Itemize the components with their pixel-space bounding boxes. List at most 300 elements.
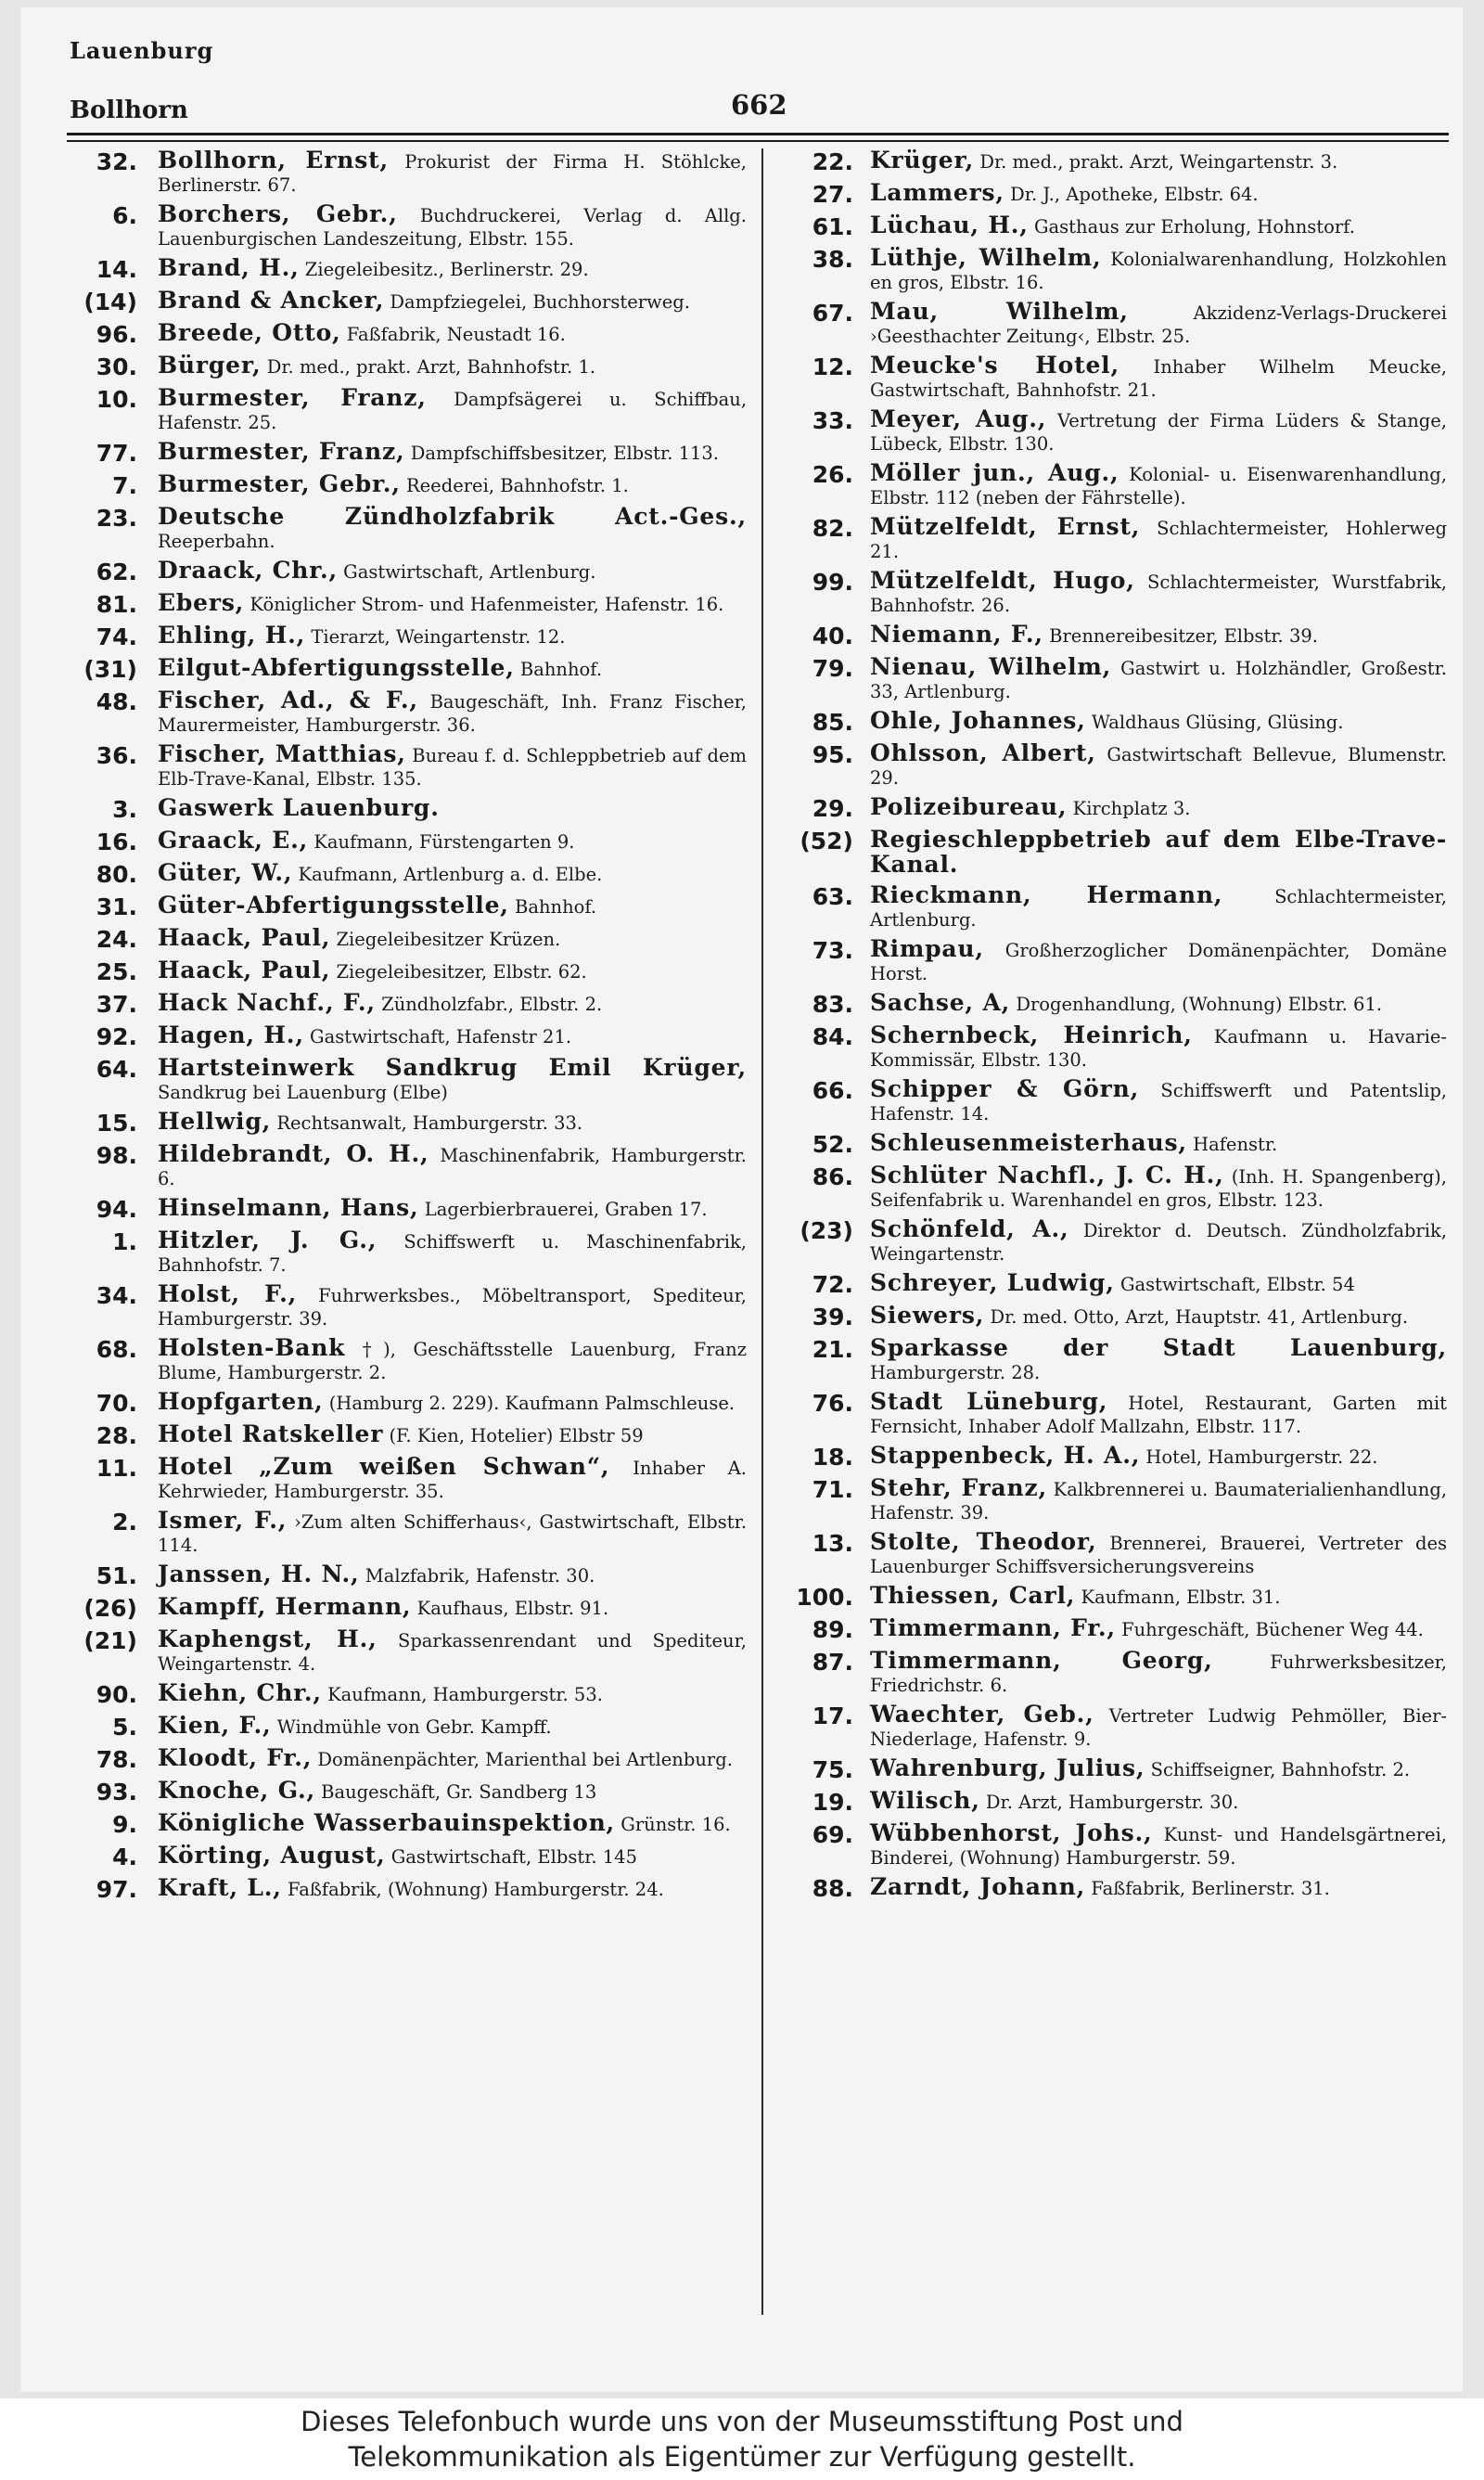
directory-entry [779,883,1447,932]
subscriber-name: Ehling, H., [158,622,306,649]
entry-text [158,559,747,584]
directory-entry [56,1627,747,1676]
entry-text [158,289,747,314]
directory-entry [56,1056,747,1104]
entry-text [870,1616,1447,1641]
phone-number: (31) [83,656,137,683]
entry-text [158,926,747,951]
directory-entry [56,1390,747,1417]
subscriber-details: Fuhrwerksbesitzer, Friedrichstr. 6. [870,1651,1447,1696]
subscriber-details: Faßfabrik, (Wohnung) Hamburgerstr. 24. [288,1879,664,1900]
subscriber-name: Hotel „Zum weißen Schwan“, [158,1453,610,1480]
phone-number: 3. [112,796,137,823]
entry-text [870,569,1447,617]
subscriber-name: Brand & Ancker, [158,287,385,314]
directory-entry [779,1530,1447,1578]
subscriber-details: Baugeschäft, Inh. Franz Fischer, Maurermeister, Hamburgerstr. 36. [158,691,747,736]
directory-entry [779,1131,1447,1158]
directory-entry [56,829,747,855]
entry-text [158,829,747,854]
phone-number: 90. [96,1681,137,1708]
directory-entry [779,1336,1447,1384]
phone-number: 32. [96,148,137,175]
subscriber-name: Stehr, Franz, [870,1474,1048,1501]
phone-number: 99. [812,569,853,596]
entry-text [158,148,747,197]
subscriber-details: Dr. J., Apotheke, Elbstr. 64. [1010,184,1259,205]
running-head-catchword: Bollhorn [70,96,188,124]
entry-text [870,1789,1447,1814]
subscriber-name: Schernbeck, Heinrich, [870,1022,1193,1048]
subscriber-details: Rechtsanwalt, Hamburgerstr. 33. [276,1112,583,1134]
directory-entry [779,1703,1447,1751]
subscriber-details: Grünstr. 16. [620,1814,731,1835]
phone-number: 6. [112,202,137,229]
directory-entry [56,1562,747,1589]
subscriber-details: Kunst- und Handelsgärtnerei, Binderei, (Wohnung) Hamburgerstr. 59. [870,1824,1448,1869]
directory-entry [779,515,1447,563]
subscriber-name: Stadt Lüneburg, [870,1388,1108,1415]
subscriber-name: Mützelfeldt, Ernst, [870,513,1141,540]
subscriber-details: Vertreter Ludwig Pehmöller, Bier-Niederlage, Hafenstr. 9. [870,1705,1448,1750]
phone-number: 77. [96,440,137,467]
subscriber-name: Rieckmann, Hermann, [870,881,1223,908]
entry-text [870,1703,1447,1751]
entry-text [158,505,747,553]
directory-entry [56,1110,747,1137]
entry-text [870,246,1447,294]
phone-number: 4. [112,1844,137,1870]
subscriber-name: Stappenbeck, H. A., [870,1442,1141,1469]
directory-entry [56,1228,747,1277]
subscriber-details: (Inh. H. Spangenberg), Seifenfabrik u. Warenhandel en gros, Elbstr. 123. [870,1166,1447,1211]
subscriber-name: Nienau, Wilhelm, [870,653,1112,680]
directory-entry [56,926,747,953]
phone-number: 94. [96,1196,137,1223]
phone-number: 28. [96,1422,137,1449]
subscriber-details: Kaufhaus, Elbstr. 91. [416,1598,609,1619]
subscriber-name: Mützelfeldt, Hugo, [870,567,1135,594]
directory-entry [56,505,747,553]
subscriber-name: Janssen, H. N., [158,1561,360,1587]
subscriber-details: Kaufmann, Hamburgerstr. 53. [327,1684,603,1705]
subscriber-name: Fischer, Matthias, [158,740,406,767]
subscriber-name: Hellwig, [158,1108,272,1135]
directory-entry [56,1714,747,1741]
entry-text [158,1844,747,1869]
subscriber-details: Gastwirtschaft, Artlenburg. [343,561,596,583]
subscriber-details: Gastwirtschaft, Elbstr. 145 [390,1846,637,1868]
subscriber-name: Meucke's Hotel, [870,352,1119,379]
subscriber-details: Inhaber Wilhelm Meucke, Gastwirtschaft, Bahnhofstr. 21. [870,356,1448,401]
entry-text [870,181,1447,206]
directory-entry [56,1779,747,1805]
directory-entry [56,386,747,434]
phone-number: 81. [96,591,137,618]
entry-text [158,1627,747,1676]
phone-number: 26. [812,461,853,488]
directory-entry [779,181,1447,208]
subscriber-name: Lüchau, H., [870,212,1029,238]
subscriber-details: Bahnhof. [519,659,603,680]
phone-number: 33. [812,407,853,434]
subscriber-details: Kirchplatz 3. [1072,798,1191,819]
subscriber-name: Kien, F., [158,1712,272,1739]
directory-entry [56,256,747,283]
phone-number: 63. [812,883,853,910]
phone-number: 48. [96,688,137,715]
entry-text [870,1756,1447,1781]
phone-number: 66. [812,1077,853,1104]
entry-text [158,688,747,737]
entry-text [158,1282,747,1330]
subscriber-details: Ziegeleibesitz., Berlinerstr. 29. [304,259,589,280]
subscriber-name: Bürger, [158,352,262,379]
subscriber-details: Gastwirtschaft, Hafenstr 21. [310,1026,572,1047]
entry-text [870,461,1447,509]
phone-number: 75. [812,1756,853,1783]
directory-entry [56,1455,747,1503]
phone-number: 25. [96,958,137,985]
phone-number: 23. [96,505,137,532]
entry-text [870,1649,1447,1697]
subscriber-name: Möller jun., Aug., [870,459,1119,486]
directory-entry [56,958,747,985]
phone-number: 85. [812,709,853,736]
subscriber-name: Kaphengst, H., [158,1625,377,1652]
phone-number: 39. [812,1304,853,1330]
subscriber-details: Königlicher Strom- und Hafenmeister, Hafenstr. 16. [249,594,724,615]
subscriber-details: Kaufmann, Fürstengarten 9. [313,831,575,853]
subscriber-name: Ohlsson, Albert, [870,739,1096,766]
footer-notice [0,2398,1484,2480]
subscriber-details: Inhaber A. Kehrwieder, Hamburgerstr. 35. [158,1458,747,1502]
phone-number: 27. [812,181,853,208]
subscriber-details: Hamburgerstr. 28. [870,1362,1041,1383]
directory-entry [779,741,1447,790]
subscriber-details: Dr. Arzt, Hamburgerstr. 30. [985,1792,1239,1813]
entry-text [870,828,1447,878]
phone-number: 92. [96,1023,137,1050]
subscriber-details: Vertretung der Firma Lüders & Stange, Lübeck, Elbstr. 130. [870,410,1447,455]
directory-entry [779,1875,1447,1902]
entry-text [870,1163,1447,1212]
subscriber-details: Kaufmann u. Havarie-Kommissär, Elbstr. 130. [870,1026,1447,1071]
phone-number: 22. [812,148,853,175]
entry-text [870,1131,1447,1156]
subscriber-name: Haack, Paul, [158,957,331,983]
subscriber-details: Dampfschiffsbesitzer, Elbstr. 113. [410,443,720,464]
entry-text [870,1875,1447,1900]
subscriber-name: Schipper & Görn, [870,1075,1140,1102]
entry-text [870,300,1447,348]
entry-text [158,1562,747,1587]
phone-number: 30. [96,353,137,380]
footer-line-2: Telekommunikation als Eigentümer zur Verfügung gestellt. [348,2441,1136,2473]
subscriber-details: Brennerei, Brauerei, Vertreter des Lauenburger Schiffsversicherungsvereins [870,1533,1448,1577]
directory-entry [779,300,1447,348]
subscriber-name: Kampff, Hermann, [158,1593,412,1620]
phone-number: 16. [96,829,137,855]
phone-number: 21. [812,1336,853,1363]
directory-entry [56,1509,747,1557]
subscriber-details: Drogenhandlung, (Wohnung) Elbstr. 61. [1016,994,1383,1015]
phone-number: 83. [812,991,853,1018]
subscriber-details: Kaufmann, Artlenburg a. d. Elbe. [298,864,603,885]
subscriber-name: Burmester, Franz, [158,438,405,465]
directory-entry [56,1746,747,1773]
subscriber-details: Reeperbahn. [158,531,275,552]
subscriber-name: Fischer, Ad., & F., [158,687,418,713]
phone-number: 64. [96,1056,137,1083]
subscriber-details: Tierarzt, Weingartenstr. 12. [311,626,566,648]
phone-number: 11. [96,1455,137,1482]
subscriber-details: ›Zum alten Schifferhaus‹, Gastwirtschaft, Elbstr. 114. [158,1511,748,1556]
subscriber-name: Timmermann, Georg, [870,1647,1213,1674]
subscriber-name: Mau, Wilhelm, [870,298,1129,325]
phone-number: 78. [96,1746,137,1773]
directory-entry [56,656,747,683]
entry-text [158,796,747,821]
phone-number: 72. [812,1271,853,1298]
subscriber-name: Deutsche Zündholzfabrik Act.-Ges., [158,503,747,530]
subscriber-details: Lagerbierbrauerei, Graben 17. [424,1199,708,1220]
left-column [56,148,747,1908]
subscriber-name: Schönfeld, A., [870,1215,1069,1242]
phone-number: 2. [112,1509,137,1536]
subscriber-name: Krüger, [870,147,975,173]
subscriber-details: Hotel, Restaurant, Garten mit Fernsicht, Inhaber Adolf Mallzahn, Elbstr. 117. [870,1393,1448,1437]
header-rule-thin [67,140,1449,142]
directory-entry [779,709,1447,736]
subscriber-details: Bureau f. d. Schleppbetrieb auf dem Elb-Trave-Kanal, Elbstr. 135. [158,745,748,790]
directory-entry [779,1023,1447,1072]
directory-entry [779,1649,1447,1697]
subscriber-name: Burmester, Franz, [158,384,427,411]
phone-number: 67. [812,300,853,327]
entry-text [158,202,747,251]
phone-number: 93. [96,1779,137,1805]
phone-number: 31. [96,893,137,920]
directory-entry [779,569,1447,617]
subscriber-name: Hotel Ratskeller [158,1420,384,1447]
subscriber-name: Sparkasse der Stadt Lauenburg, [870,1334,1447,1361]
subscriber-name: Haack, Paul, [158,924,331,951]
phone-number: 1. [112,1228,137,1255]
directory-entry [779,1616,1447,1643]
phone-number: 37. [96,991,137,1018]
subscriber-name: Lüthje, Wilhelm, [870,244,1102,271]
subscriber-details: Hafenstr. [1193,1134,1278,1155]
column-divider [761,148,763,2315]
subscriber-details: Maschinenfabrik, Hamburgerstr. 6. [158,1145,747,1189]
subscriber-details: Kolonial- u. Eisenwarenhandlung, Elbstr. 112 (neben der Fährstelle). [870,464,1447,508]
phone-number: 84. [812,1023,853,1050]
entry-text [158,1455,747,1503]
subscriber-details: Zündholzfabr., Elbstr. 2. [381,994,603,1015]
subscriber-details: Brennereibesitzer, Elbstr. 39. [1049,625,1318,647]
subscriber-details: (Hamburg 2. 229). Kaufmann Palmschleuse. [328,1393,736,1414]
entry-text [158,656,747,681]
subscriber-details: Direktor d. Deutsch. Zündholzfabrik, Weingartenstr. [870,1220,1448,1265]
directory-entry [56,1681,747,1708]
directory-entry [56,148,747,197]
entry-text [158,1422,747,1447]
phone-number: 79. [812,655,853,682]
phone-number: 80. [96,861,137,888]
entry-text [870,709,1447,734]
right-column [779,148,1447,1908]
subscriber-name: Knoche, G., [158,1777,315,1804]
entry-text [158,1228,747,1277]
subscriber-name: Wahrenburg, Julius, [870,1754,1145,1781]
phone-number: 9. [112,1811,137,1838]
phone-number: 34. [96,1282,137,1309]
directory-entry [779,148,1447,175]
entry-text [870,213,1447,238]
directory-entry [779,623,1447,649]
entry-text [870,623,1447,648]
phone-number: 7. [112,472,137,499]
directory-entry [56,1811,747,1838]
entry-text [158,958,747,983]
phone-number: 69. [812,1821,853,1848]
subscriber-details: Sparkassenrendant und Spediteur, Weingartenstr. 4. [158,1630,747,1675]
entry-text [158,742,747,790]
entry-text [158,1336,747,1384]
directory-entry [779,1077,1447,1125]
entry-text [158,386,747,434]
directory-entry [779,828,1447,878]
directory-entry [56,893,747,920]
entry-text [870,353,1447,402]
subscriber-details: †), Geschäftsstelle Lauenburg, Franz Blume, Hamburgerstr. 2. [158,1339,747,1383]
phone-number: 13. [812,1530,853,1557]
directory-entry [56,796,747,823]
directory-entry [56,1282,747,1330]
phone-number: 15. [96,1110,137,1137]
running-head-place: Lauenburg [70,37,214,64]
phone-number: 51. [96,1562,137,1589]
entry-text [158,1142,747,1190]
phone-number: (21) [83,1627,137,1654]
phone-number: (23) [800,1217,853,1244]
entry-text [870,1271,1447,1296]
subscriber-name: Timmermann, Fr., [870,1614,1116,1641]
subscriber-name: Bollhorn, Ernst, [158,147,389,173]
entry-text [870,407,1447,456]
entry-text [158,861,747,886]
directory-entry [56,1023,747,1050]
entry-text [158,1746,747,1771]
subscriber-name: Güter, W., [158,859,293,886]
directory-entry [779,1821,1447,1870]
subscriber-details: Gastwirtschaft Bellevue, Blumenstr. 29. [870,744,1447,789]
phone-number: 87. [812,1649,853,1676]
entry-text [158,440,747,465]
directory-entry [779,991,1447,1018]
entry-text [870,1023,1447,1072]
entry-text [870,1390,1447,1438]
directory-entry [56,321,747,348]
phone-number: 68. [96,1336,137,1363]
subscriber-name: Borchers, Gebr., [158,200,398,227]
subscriber-details: Waldhaus Glüsing, Glüsing. [1091,712,1344,733]
subscriber-name: Güter-Abfertigungsstelle, [158,892,509,919]
subscriber-details: Schiffswerft u. Maschinenfabrik, Bahnhofstr. 7. [158,1231,748,1276]
directory-entry [779,1444,1447,1471]
subscriber-details: Schiffswerft und Patentslip, Hafenstr. 14. [870,1080,1448,1124]
subscriber-name: Körting, August, [158,1842,386,1869]
entry-text [158,1509,747,1557]
subscriber-details: Fuhrgeschäft, Büchener Weg 44. [1121,1619,1424,1640]
entry-text [158,1681,747,1706]
directory-entry [56,623,747,650]
subscriber-name: Schleusenmeisterhaus, [870,1129,1187,1156]
entry-text [158,991,747,1016]
directory-entry [779,1163,1447,1212]
phone-number: 18. [812,1444,853,1471]
directory-entry [56,559,747,585]
subscriber-name: Stolte, Theodor, [870,1528,1097,1555]
subscriber-details: Kaufmann, Elbstr. 31. [1081,1587,1281,1608]
directory-entry [779,655,1447,703]
phone-number: 62. [96,559,137,585]
subscriber-name: Ismer, F., [158,1507,288,1534]
entry-text [870,795,1447,820]
directory-entry [56,202,747,251]
directory-entry [56,1876,747,1903]
subscriber-details: Baugeschäft, Gr. Sandberg 13 [321,1781,597,1803]
subscriber-details: Prokurist der Firma H. Stöhlcke, Berlinerstr. 67. [158,151,748,196]
subscriber-name: Kraft, L., [158,1874,282,1901]
directory-entry [56,1595,747,1622]
directory-entry [779,1304,1447,1330]
directory-entry [779,795,1447,822]
subscriber-name: Gaswerk Lauenburg. [158,794,440,821]
subscriber-details: Akzidenz-Verlags-Druckerei ›Geesthachter Zeitung‹, Elbstr. 25. [870,302,1447,347]
phone-number: 70. [96,1390,137,1417]
subscriber-name: Burmester, Gebr., [158,470,401,497]
subscriber-name: Holst, F., [158,1280,298,1307]
phone-number: 29. [812,795,853,822]
phone-number: 40. [812,623,853,649]
entry-text [870,148,1447,173]
entry-text [158,1023,747,1048]
subscriber-details: Ziegeleibesitzer, Elbstr. 62. [336,961,587,983]
entry-text [870,741,1447,790]
subscriber-name: Ebers, [158,589,245,616]
directory-entry [779,1476,1447,1524]
subscriber-name: Schreyer, Ludwig, [870,1269,1115,1296]
phone-number: (26) [83,1595,137,1622]
phone-number: 76. [812,1390,853,1417]
phone-number: 96. [96,321,137,348]
subscriber-details: Kolonialwarenhandlung, Holzkohlen en gros, Elbstr. 16. [870,249,1447,293]
directory-entry [56,472,747,499]
subscriber-name: Regieschleppbetrieb auf dem Elbe-Trave-Kanal. [870,826,1447,878]
subscriber-details: Gastwirtschaft, Elbstr. 54 [1119,1274,1355,1295]
phone-number: 98. [96,1142,137,1169]
phone-number: 88. [812,1875,853,1902]
subscriber-name: Breede, Otto, [158,319,341,346]
entry-text [870,1444,1447,1469]
phone-number: 82. [812,515,853,542]
subscriber-details: Kalkbrennerei u. Baumaterialienhandlung, Hafenstr. 39. [870,1479,1447,1523]
directory-entry [779,407,1447,456]
entry-text [158,1779,747,1804]
phone-number: 86. [812,1163,853,1190]
